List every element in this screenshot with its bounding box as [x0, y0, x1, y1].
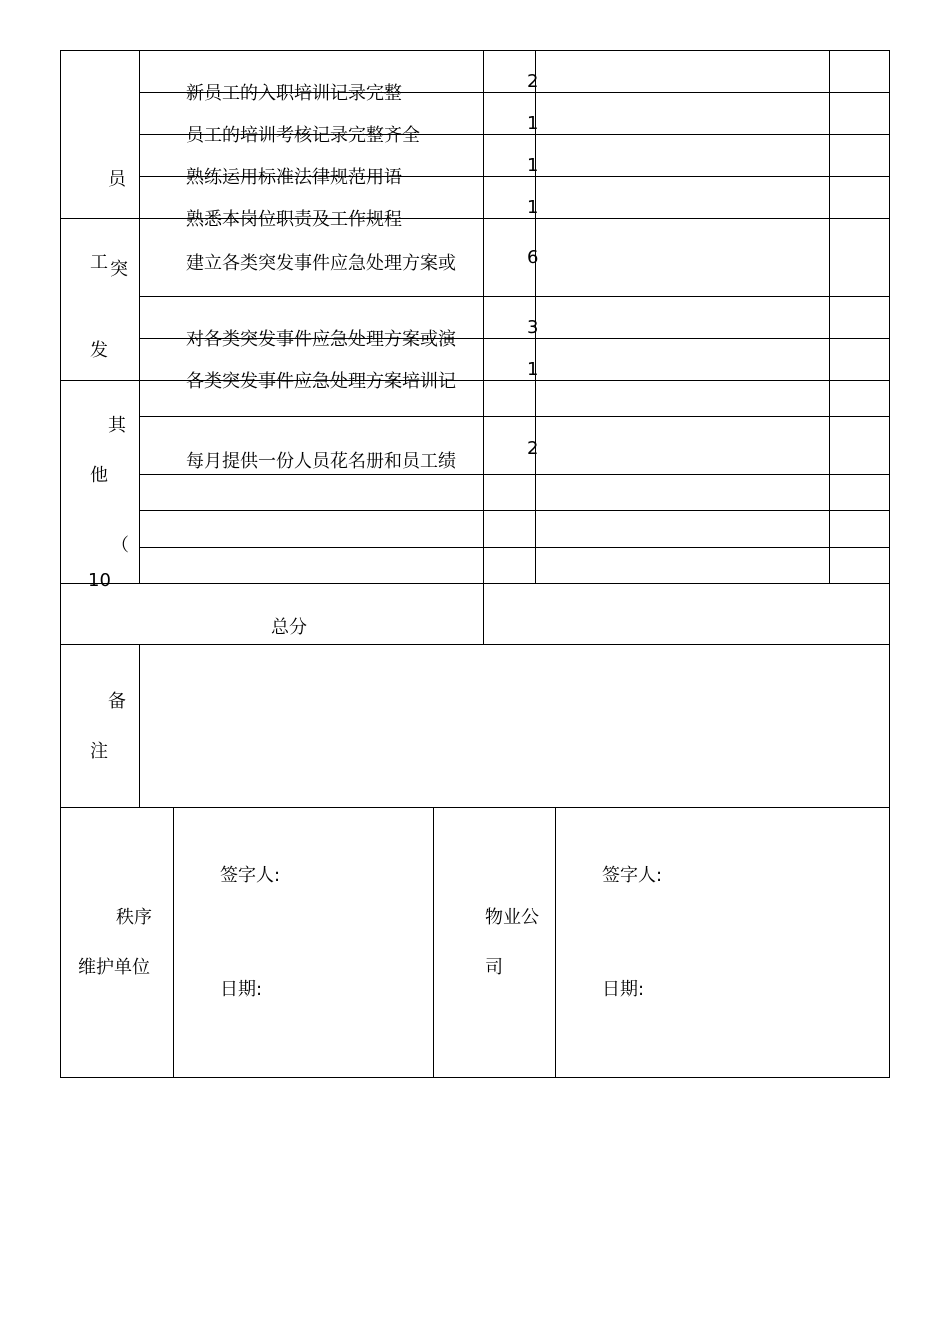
item-text: 新员工的入职培训记录完整: [186, 83, 402, 104]
item-text: 各类突发事件应急处理方案培训记: [186, 371, 456, 392]
right-signer-label: 签字人:: [602, 865, 663, 886]
section-label-other: 其: [108, 415, 126, 436]
section-label-other: 10: [88, 570, 111, 591]
score-text: 2: [527, 438, 539, 459]
section-divider: [60, 583, 890, 584]
item-cell: [140, 339, 483, 392]
score-text: 1: [527, 155, 539, 176]
section-divider: [60, 380, 890, 381]
item-text: 员工的培训考核记录完整齐全: [186, 125, 420, 146]
col-divider: [829, 50, 830, 583]
item-text: 熟悉本岗位职责及工作规程: [186, 209, 402, 230]
score-cell: [484, 339, 539, 380]
item-cell: [140, 135, 483, 188]
item-cell: [140, 177, 483, 230]
section-label-other: 他: [90, 465, 108, 486]
section-label-emergency: 突: [110, 259, 128, 280]
col-divider: [173, 807, 174, 1077]
section-divider: [60, 218, 890, 219]
property-company-label: 物业公: [485, 907, 539, 928]
score-text: 6: [527, 247, 539, 268]
section-divider: [60, 644, 890, 645]
remarks-label: 注: [90, 741, 108, 762]
table-border: [889, 50, 890, 1077]
row-divider: [139, 510, 890, 511]
section-label-clip: [61, 520, 139, 591]
property-company-label: 司: [485, 957, 503, 978]
score-cell: [484, 93, 539, 134]
item-text: 对各类突发事件应急处理方案或演: [186, 329, 456, 350]
score-text: 2: [527, 71, 539, 92]
section-label-other: （: [111, 535, 129, 556]
col-divider: [139, 644, 140, 807]
score-text: 1: [527, 359, 539, 380]
score-cell: [484, 177, 539, 218]
item-text: 每月提供一份人员花名册和员工绩: [186, 451, 456, 472]
right-date-label: 日期:: [602, 979, 645, 1000]
section-label-emergency: 发: [90, 340, 108, 361]
row-divider: [139, 416, 890, 417]
item-text: 建立各类突发事件应急处理方案或: [186, 253, 456, 274]
section-label-emergency: 工: [90, 252, 108, 273]
item-cell: [140, 297, 483, 350]
score-text: 1: [527, 197, 539, 218]
section-label-staff: 员: [108, 169, 126, 190]
total-label: 总分: [271, 617, 307, 638]
score-cell: [484, 297, 539, 338]
row-divider: [139, 547, 890, 548]
col-divider: [555, 807, 556, 1077]
score-text: 3: [527, 317, 539, 338]
security-unit-label: 秩序: [116, 907, 152, 928]
remarks-label: 备: [108, 691, 126, 712]
row-divider: [139, 474, 890, 475]
item-cell: [140, 93, 483, 146]
score-cell: [484, 135, 539, 176]
score-text: 1: [527, 113, 539, 134]
left-date-label: 日期:: [220, 979, 263, 1000]
table-border: [60, 1077, 890, 1078]
item-cell: [140, 51, 483, 104]
item-text: 熟练运用标准法律规范用语: [186, 167, 402, 188]
score-cell: [484, 51, 539, 92]
left-signer-label: 签字人:: [220, 865, 281, 886]
section-divider: [60, 807, 890, 808]
col-divider: [433, 807, 434, 1077]
security-unit-label: 维护单位: [78, 957, 150, 978]
